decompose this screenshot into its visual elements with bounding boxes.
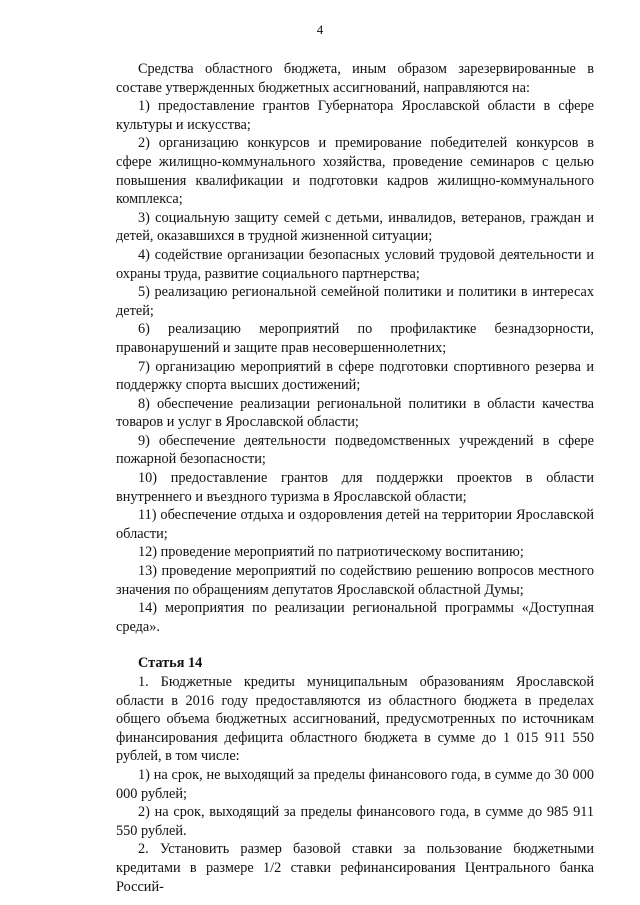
list-item: 6) реализацию мероприятий по профилактике безнадзорности, правонарушений и защите прав несовершеннолетних; bbox=[116, 321, 594, 356]
list-item: 2) организацию конкурсов и премирование победителей конкурсов в сфере жилищно-коммунального хозяйства, проведение семинаров с целью повышения квалификации и подготовки кадров жилищно-коммунального комплекса; bbox=[116, 135, 594, 208]
article-paragraph: 2) на срок, выходящий за пределы финансового года, в сумме до 985 911 550 рублей. bbox=[116, 804, 594, 839]
article-heading: Статья 14 bbox=[138, 655, 203, 672]
intro-paragraph: Средства областного бюджета, иным образом зарезервированные в составе утвержденных бюджетных ассигнований, направляются на: bbox=[116, 61, 594, 96]
list-item: 7) организацию мероприятий в сфере подготовки спортивного резерва и поддержку спорта высших достижений; bbox=[116, 358, 594, 394]
list-item: 11) обеспечение отдыха и оздоровления детей на территории Ярославской области; bbox=[116, 507, 594, 542]
list-item: 8) обеспечение реализации региональной политики в области качества товаров и услуг в Ярославской области; bbox=[116, 395, 594, 431]
list-item: 13) проведение мероприятий по содействию решению вопросов местного значения по обращениям депутатов Ярославской областной Думы; bbox=[116, 563, 594, 598]
list-item: 4) содействие организации безопасных условий трудовой деятельности и охраны труда, развитие социального партнерства; bbox=[116, 246, 594, 282]
list-item: 9) обеспечение деятельности подведомственных учреждений в сфере пожарной безопасности; bbox=[116, 432, 594, 468]
page-number: 4 bbox=[316, 22, 324, 37]
article-paragraph: 1. Бюджетные кредиты муниципальным образованиям Ярославской области в 2016 году предоставляются из областного бюджета в пределах общего объема бюджетных ассигнований, предусмотренных по источникам финансирования дефицита областного бюджета в сумме до 1 015 911 550 рублей, в том числе: bbox=[116, 674, 594, 765]
list-item: 12) проведение мероприятий по патриотическому воспитанию; bbox=[138, 544, 524, 561]
list-item: 1) предоставление грантов Губернатора Ярославской области в сфере культуры и искусства; bbox=[116, 98, 594, 133]
article-paragraph: 1) на срок, не выходящий за пределы финансового года, в сумме до 30 000 000 рублей; bbox=[116, 766, 594, 802]
article-paragraph: 2. Установить размер базовой ставки за пользование бюджетными кредитами в размере 1/2 ставки рефинансирования Центрального банка Россий- bbox=[116, 841, 594, 895]
section-spacer bbox=[116, 636, 594, 654]
list-item: 5) реализацию региональной семейной политики и политики в интересах детей; bbox=[116, 284, 594, 319]
list-item: 3) социальную защиту семей с детьми, инвалидов, ветеранов, граждан и детей, оказавшихся в трудной жизненной ситуации; bbox=[116, 209, 594, 245]
list-item: 10) предоставление грантов для поддержки проектов в области внутреннего и въездного туризма в Ярославской области; bbox=[116, 470, 594, 505]
list-item: 14) мероприятия по реализации региональной программы «Доступная среда». bbox=[116, 600, 594, 635]
document-body bbox=[116, 60, 594, 896]
